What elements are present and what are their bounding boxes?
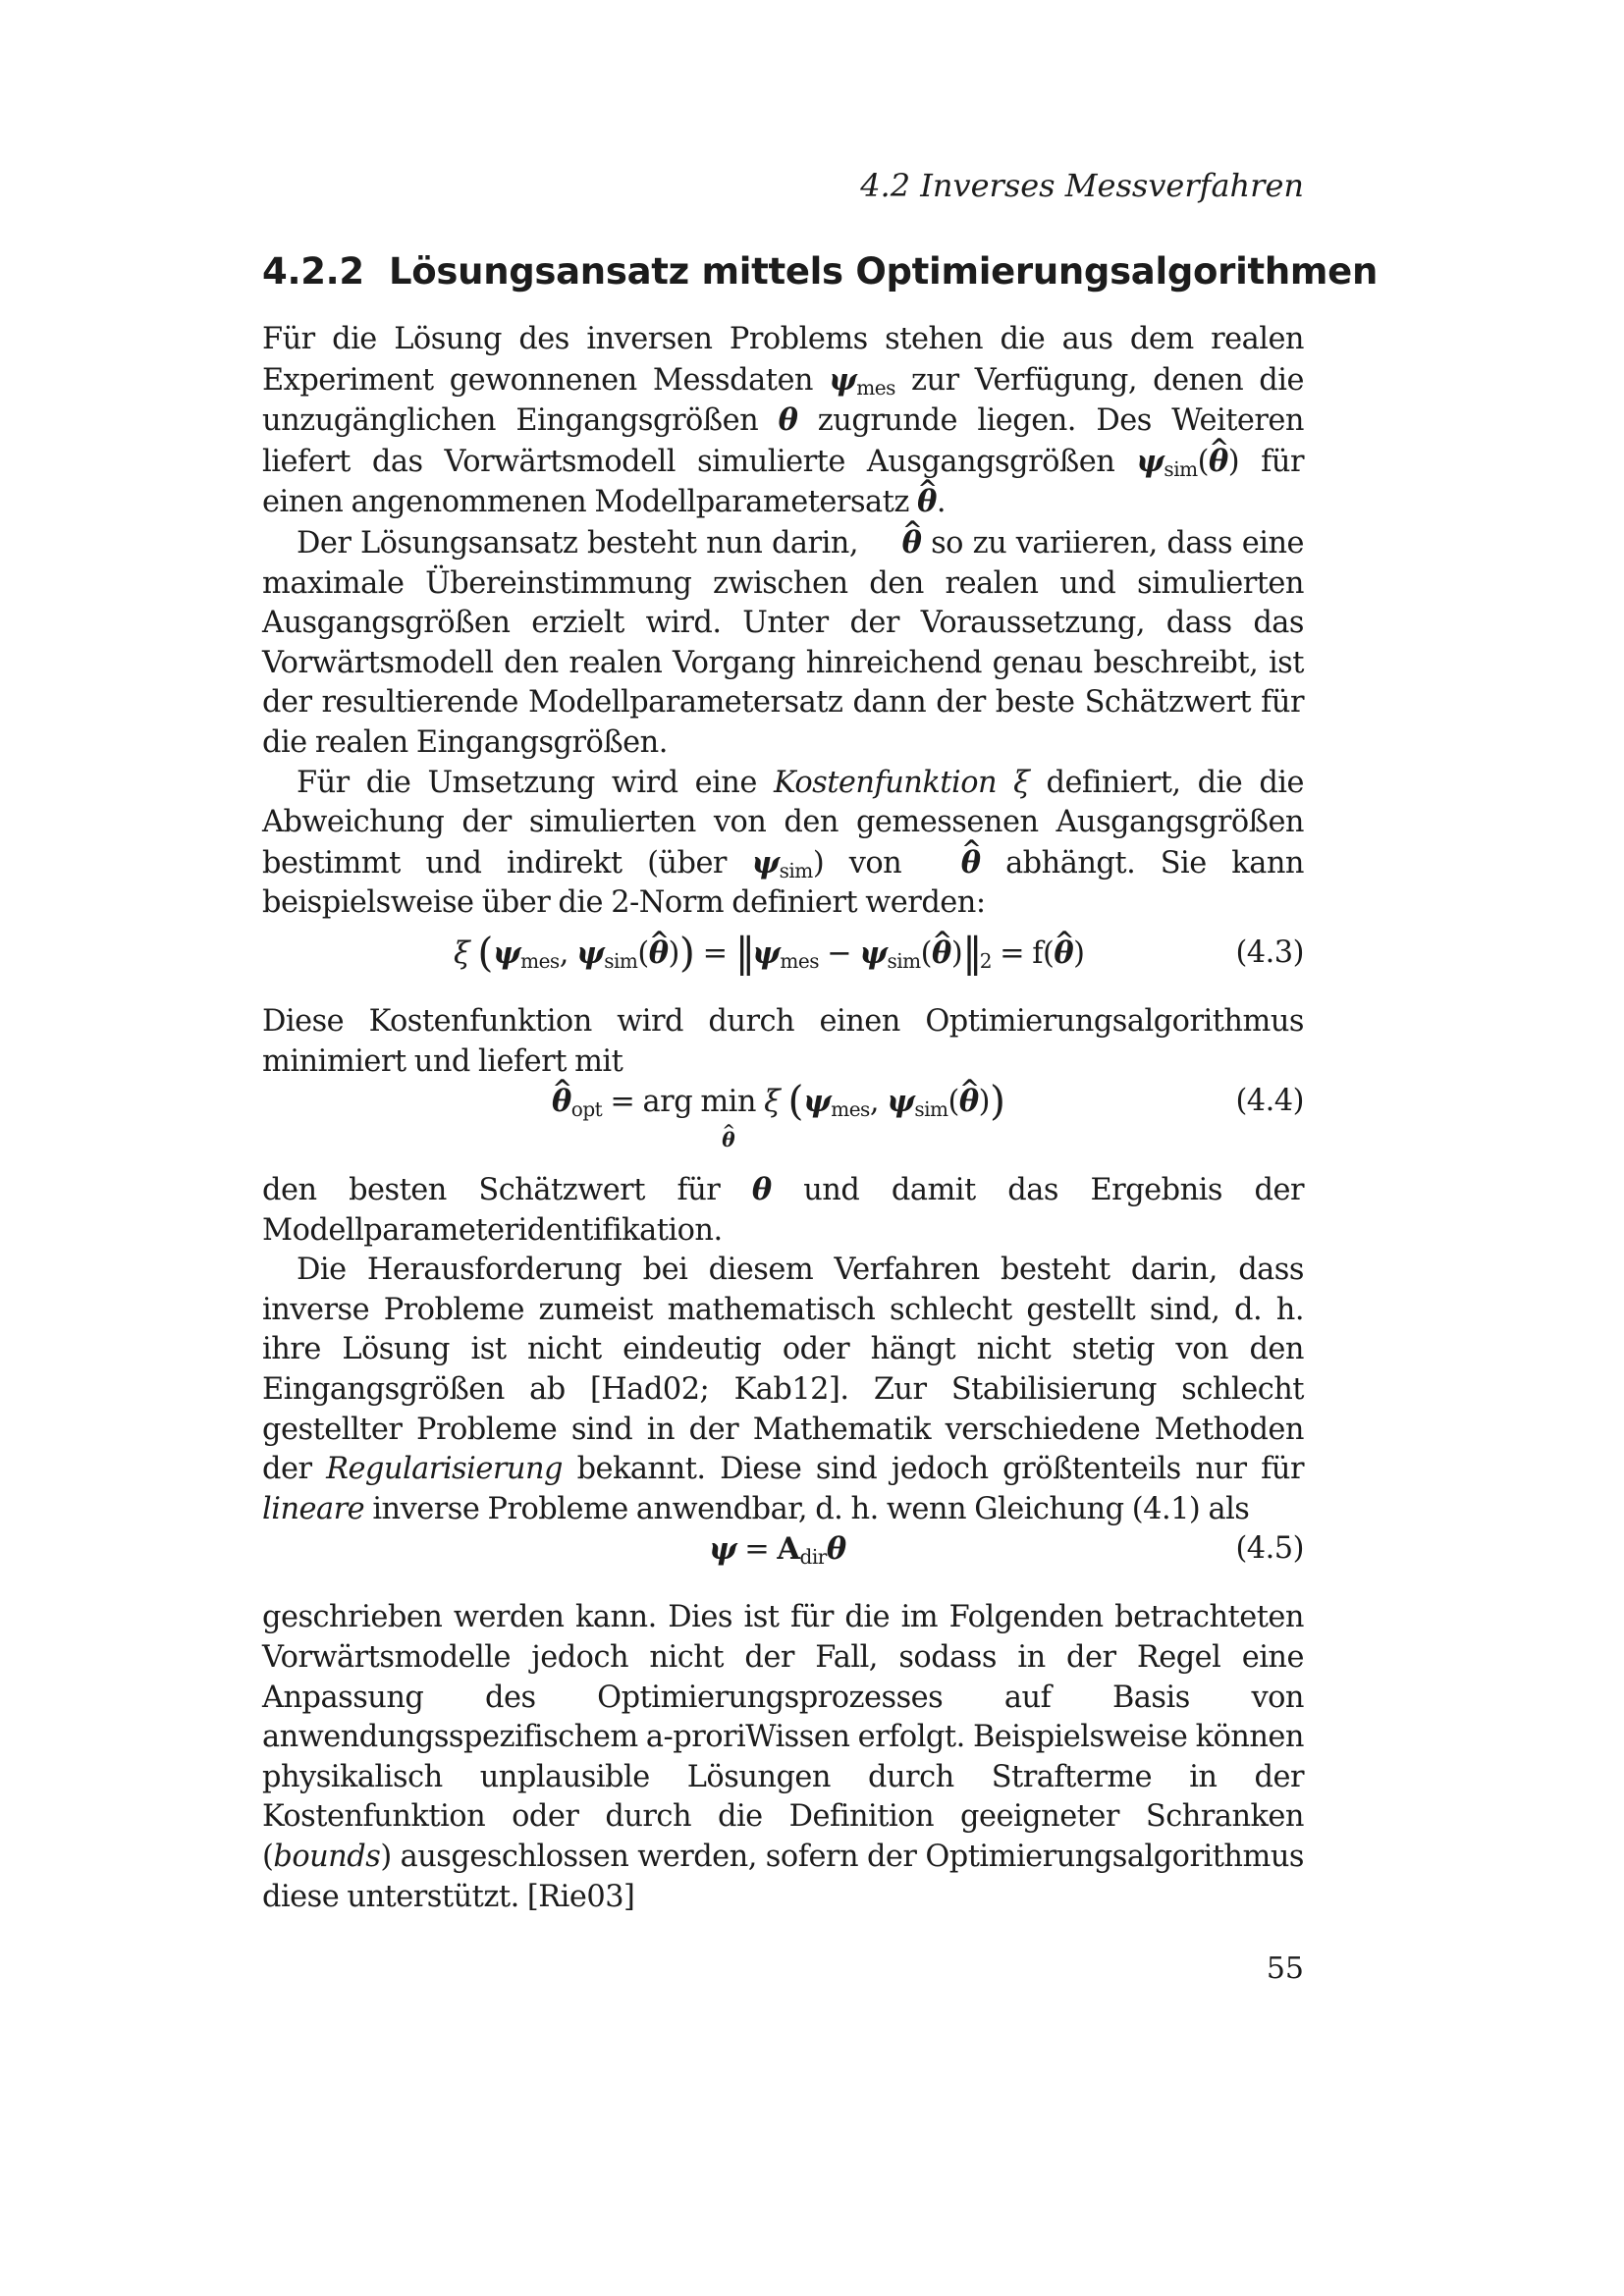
equation-number-4-5: (4.5) [1235,1531,1304,1567]
paragraph-6: Die Herausforderung bei diesem Verfahren besteht darin, dass inverse Probleme zumeist mathematisch schlecht gestellt sind, d. h. ihre Lösung ist nicht eindeutig oder hängt nicht stetig von den Eingangsgrößen ab [Had02; Kab12]. Zur Stabilisierung schlecht gestellter Probleme sind in der Mathematik verschiedene Methoden der Regularisierung bekannt. Diese sind jedoch größtenteils nur für lineare inverse Probleme anwendbar, d. h. wenn Gleichung (4.1) als [262,1253,1304,1526]
term-lineare: lineare [262,1491,365,1526]
body-text [262,320,1304,1917]
paragraph-2: Der Lösungsansatz besteht nun darin, ^ θ so zu variieren, dass eine maximale Übereinstimmung zwischen den realen und simulierten Ausgangsgrößen erzielt wird. Unter der Voraussetzung, dass das Vorwärtsmodell den realen Vorgang hinreichend genau beschreibt, ist der resultierende Modellparametersatz dann der beste Schätzwert für die realen Eingangsgrößen. [262,523,1304,764]
term-regularisierung: Regularisierung [326,1452,563,1487]
equation-4-4: ^ $\theta_{opt}$ = arg min ^ θ ξ ($\psi_{mes}$, $\psi_{sim}(\^{}$ θ)) (4.4) [262,1082,1304,1156]
equation-number-4-3: (4.3) [1235,934,1304,970]
term-bounds: bounds [273,1840,381,1874]
running-head: 4.2 Inverses Messverfahren [860,167,1304,204]
page-number: 55 [1266,1951,1304,1986]
equation-4-3: ξ ($\psi_{mes}$, $\psi_{sim}(\^{}$ $\theta)) = ‖\psi_{mes}$ − $\psi_{sim}(\^{}$ $\theta)‖_2$ = f(^ θ) (4.3) [262,934,1304,988]
section-title: Lösungsansatz mittels Optimierungsalgorithmen [389,250,1379,293]
paragraph-5: den besten Schätzwert für θ und damit das Ergebnis der Modellparameteridentifikation. [262,1172,1304,1248]
equation-4-5: $\psi = A_{dir}\theta$ (4.5) [709,1531,1304,1570]
section-heading [262,250,1378,293]
term-kostenfunktion: Kostenfunktion [773,765,998,800]
paragraph-4: Diese Kostenfunktion wird durch einen Optimierungsalgorithmus minimiert und liefert mit [262,1003,1304,1079]
equation-number-4-4: (4.4) [1235,1084,1304,1119]
section-number: 4.2.2 [262,250,364,293]
paragraph-3: Für die Umsetzung wird eine Kostenfunktion ξ definiert, die die Abweichung der simulierten von den gemessenen Ausgangsgrößen bestimmt und indirekt (über $\psi_{sim}$) von ^ θ abhängt. Sie kann beispielsweise über die 2-Norm definiert werden: [262,764,1304,924]
paragraph-7: geschrieben werden kann. Dies ist für die im Folgenden betrachteten Vorwärtsmodelle jedoch nicht der Fall, sodass in der Regel eine Anpassung des Optimierungsprozesses auf Basis von anwendungsspezifischem a-proriWissen erfolgt. Beispielsweise können physikalisch unplausible Lösungen durch Strafterme in der Kostenfunktion oder durch die Definition geeigneter Schranken (bounds) ausgeschlossen werden, sofern der Optimierungsalgorithmus diese unterstützt. [Rie03] [262,1600,1304,1914]
paragraph-1: Für die Lösung des inversen Problems stehen die aus dem realen Experiment gewonnenen Messdaten $\psi_{mes}$ zur Verfügung, denen die unzugänglichen Eingangsgrößen θ zugrunde liegen. Des Weiteren liefert das Vorwärtsmodell simulierte Ausgangsgrößen $\psi_{sim}(\^{}$ θ) für einen angenommenen Modellparametersatz ^ θ. [262,320,1304,523]
